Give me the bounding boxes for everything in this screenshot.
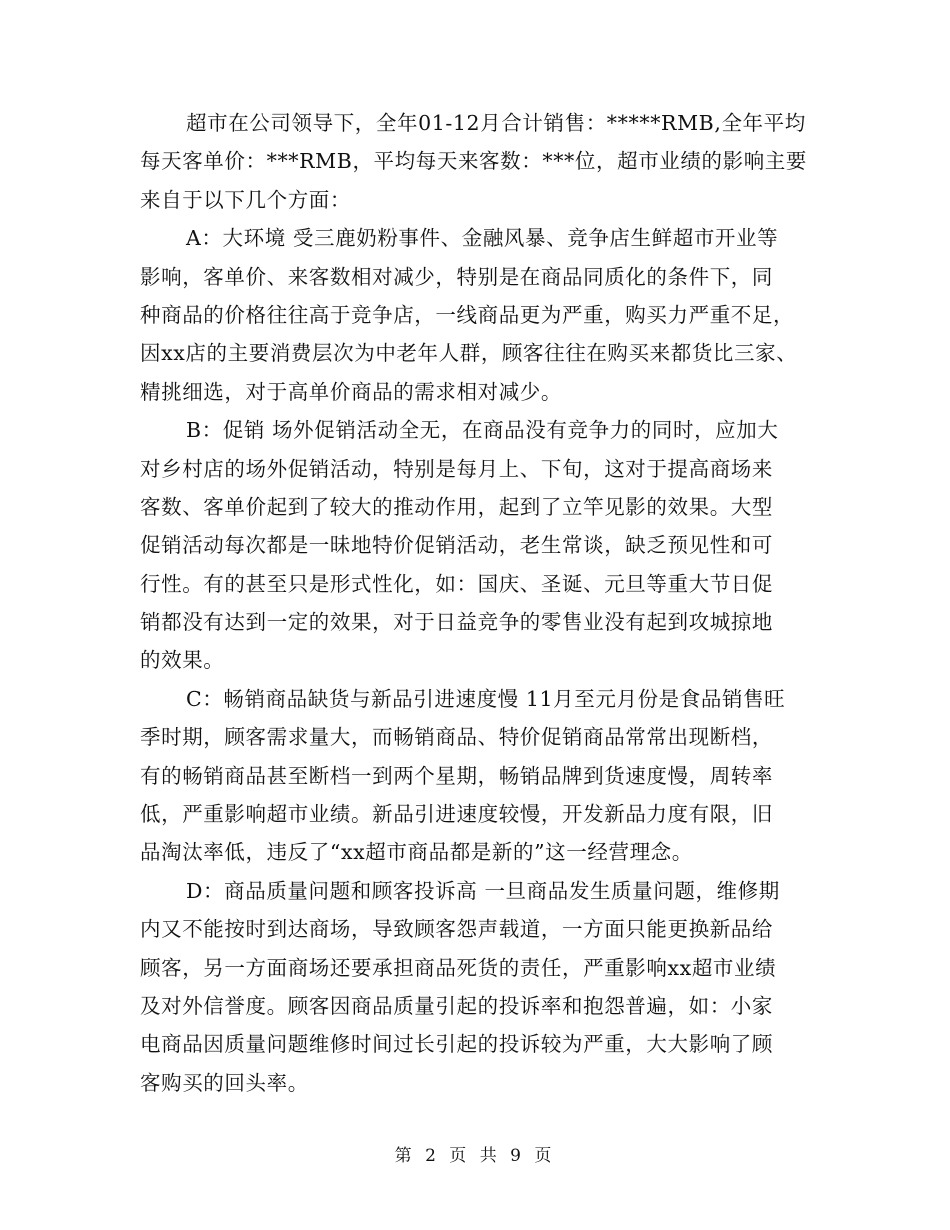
text-line: 及对外信誉度。顾客因商品质量引起的投诉率和抱怨普遍，如：小家 — [140, 993, 773, 1018]
text-line: 来自于以下几个方面： — [140, 187, 351, 212]
text-line: 种商品的价格往往高于竞争店，一线商品更为严重，购买力严重不足， — [140, 302, 795, 327]
text-line: 的效果。 — [140, 648, 225, 673]
text-line: 有的畅销商品甚至断档一到两个星期，畅销品牌到货速度慢，周转率 — [140, 763, 773, 788]
text-line: 电商品因质量问题维修时间过长引起的投诉较为严重，大大影响了顾 — [140, 1032, 773, 1057]
text-line: C：畅销商品缺货与新品引进速度慢 11月至元月份是食品销售旺 — [186, 686, 786, 711]
text-line: 顾客，另一方面商场还要承担商品死货的责任，严重影响xx超市业绩 — [140, 955, 777, 980]
text-line: 客数、客单价起到了较大的推动作用，起到了立竿见影的效果。大型 — [140, 494, 773, 519]
text-line: 内又不能按时到达商场，导致顾客怨声载道，一方面只能更换新品给 — [140, 917, 773, 942]
text-line: 超市在公司领导下，全年01-12月合计销售：*****RMB,全年平均 — [186, 111, 806, 135]
text-line: 促销活动每次都是一昧地特价促销活动，老生常谈，缺乏预见性和可 — [140, 533, 773, 558]
text-line: 因xx店的主要消费层次为中老年人群，顾客往往在购买来都货比三家、 — [140, 341, 798, 366]
text-line: 每天客单价：***RMB，平均每天来客数：***位，超市业绩的影响主要 — [140, 149, 807, 174]
text-line: A：大环境 受三鹿奶粉事件、金融风暴、竞争店生鲜超市开业等 — [186, 226, 779, 251]
text-line: D：商品质量问题和顾客投诉高 一旦商品发生质量问题，维修期 — [186, 878, 780, 903]
text-line: 低，严重影响超市业绩。新品引进速度较慢，开发新品力度有限，旧 — [140, 802, 773, 827]
text-line: 影响，客单价、来客数相对减少，特别是在商品同质化的条件下，同 — [140, 264, 773, 289]
text-line: 对乡村店的场外促销活动，特别是每月上、下旬，这对于提高商场来 — [140, 456, 773, 481]
text-line: 精挑细选，对于高单价商品的需求相对减少。 — [140, 379, 562, 404]
text-line: 季时期，顾客需求量大，而畅销商品、特价促销商品常常出现断档， — [140, 725, 773, 750]
text-line: 行性。有的甚至只是形式性化，如：国庆、圣诞、元旦等重大节日促 — [140, 571, 773, 596]
document-body — [140, 104, 808, 1102]
text-line: 销都没有达到一定的效果，对于日益竞争的零售业没有起到攻城掠地 — [140, 610, 773, 635]
page-number-footer: 第 2 页 共 9 页 — [394, 1146, 556, 1166]
text-line: B：促销 场外促销活动全无，在商品没有竞争力的同时，应加大 — [186, 418, 779, 443]
text-line: 客购买的回头率。 — [140, 1070, 309, 1095]
text-line: 品淘汰率低，违反了“xx超市商品都是新的”这一经营理念。 — [140, 840, 693, 865]
